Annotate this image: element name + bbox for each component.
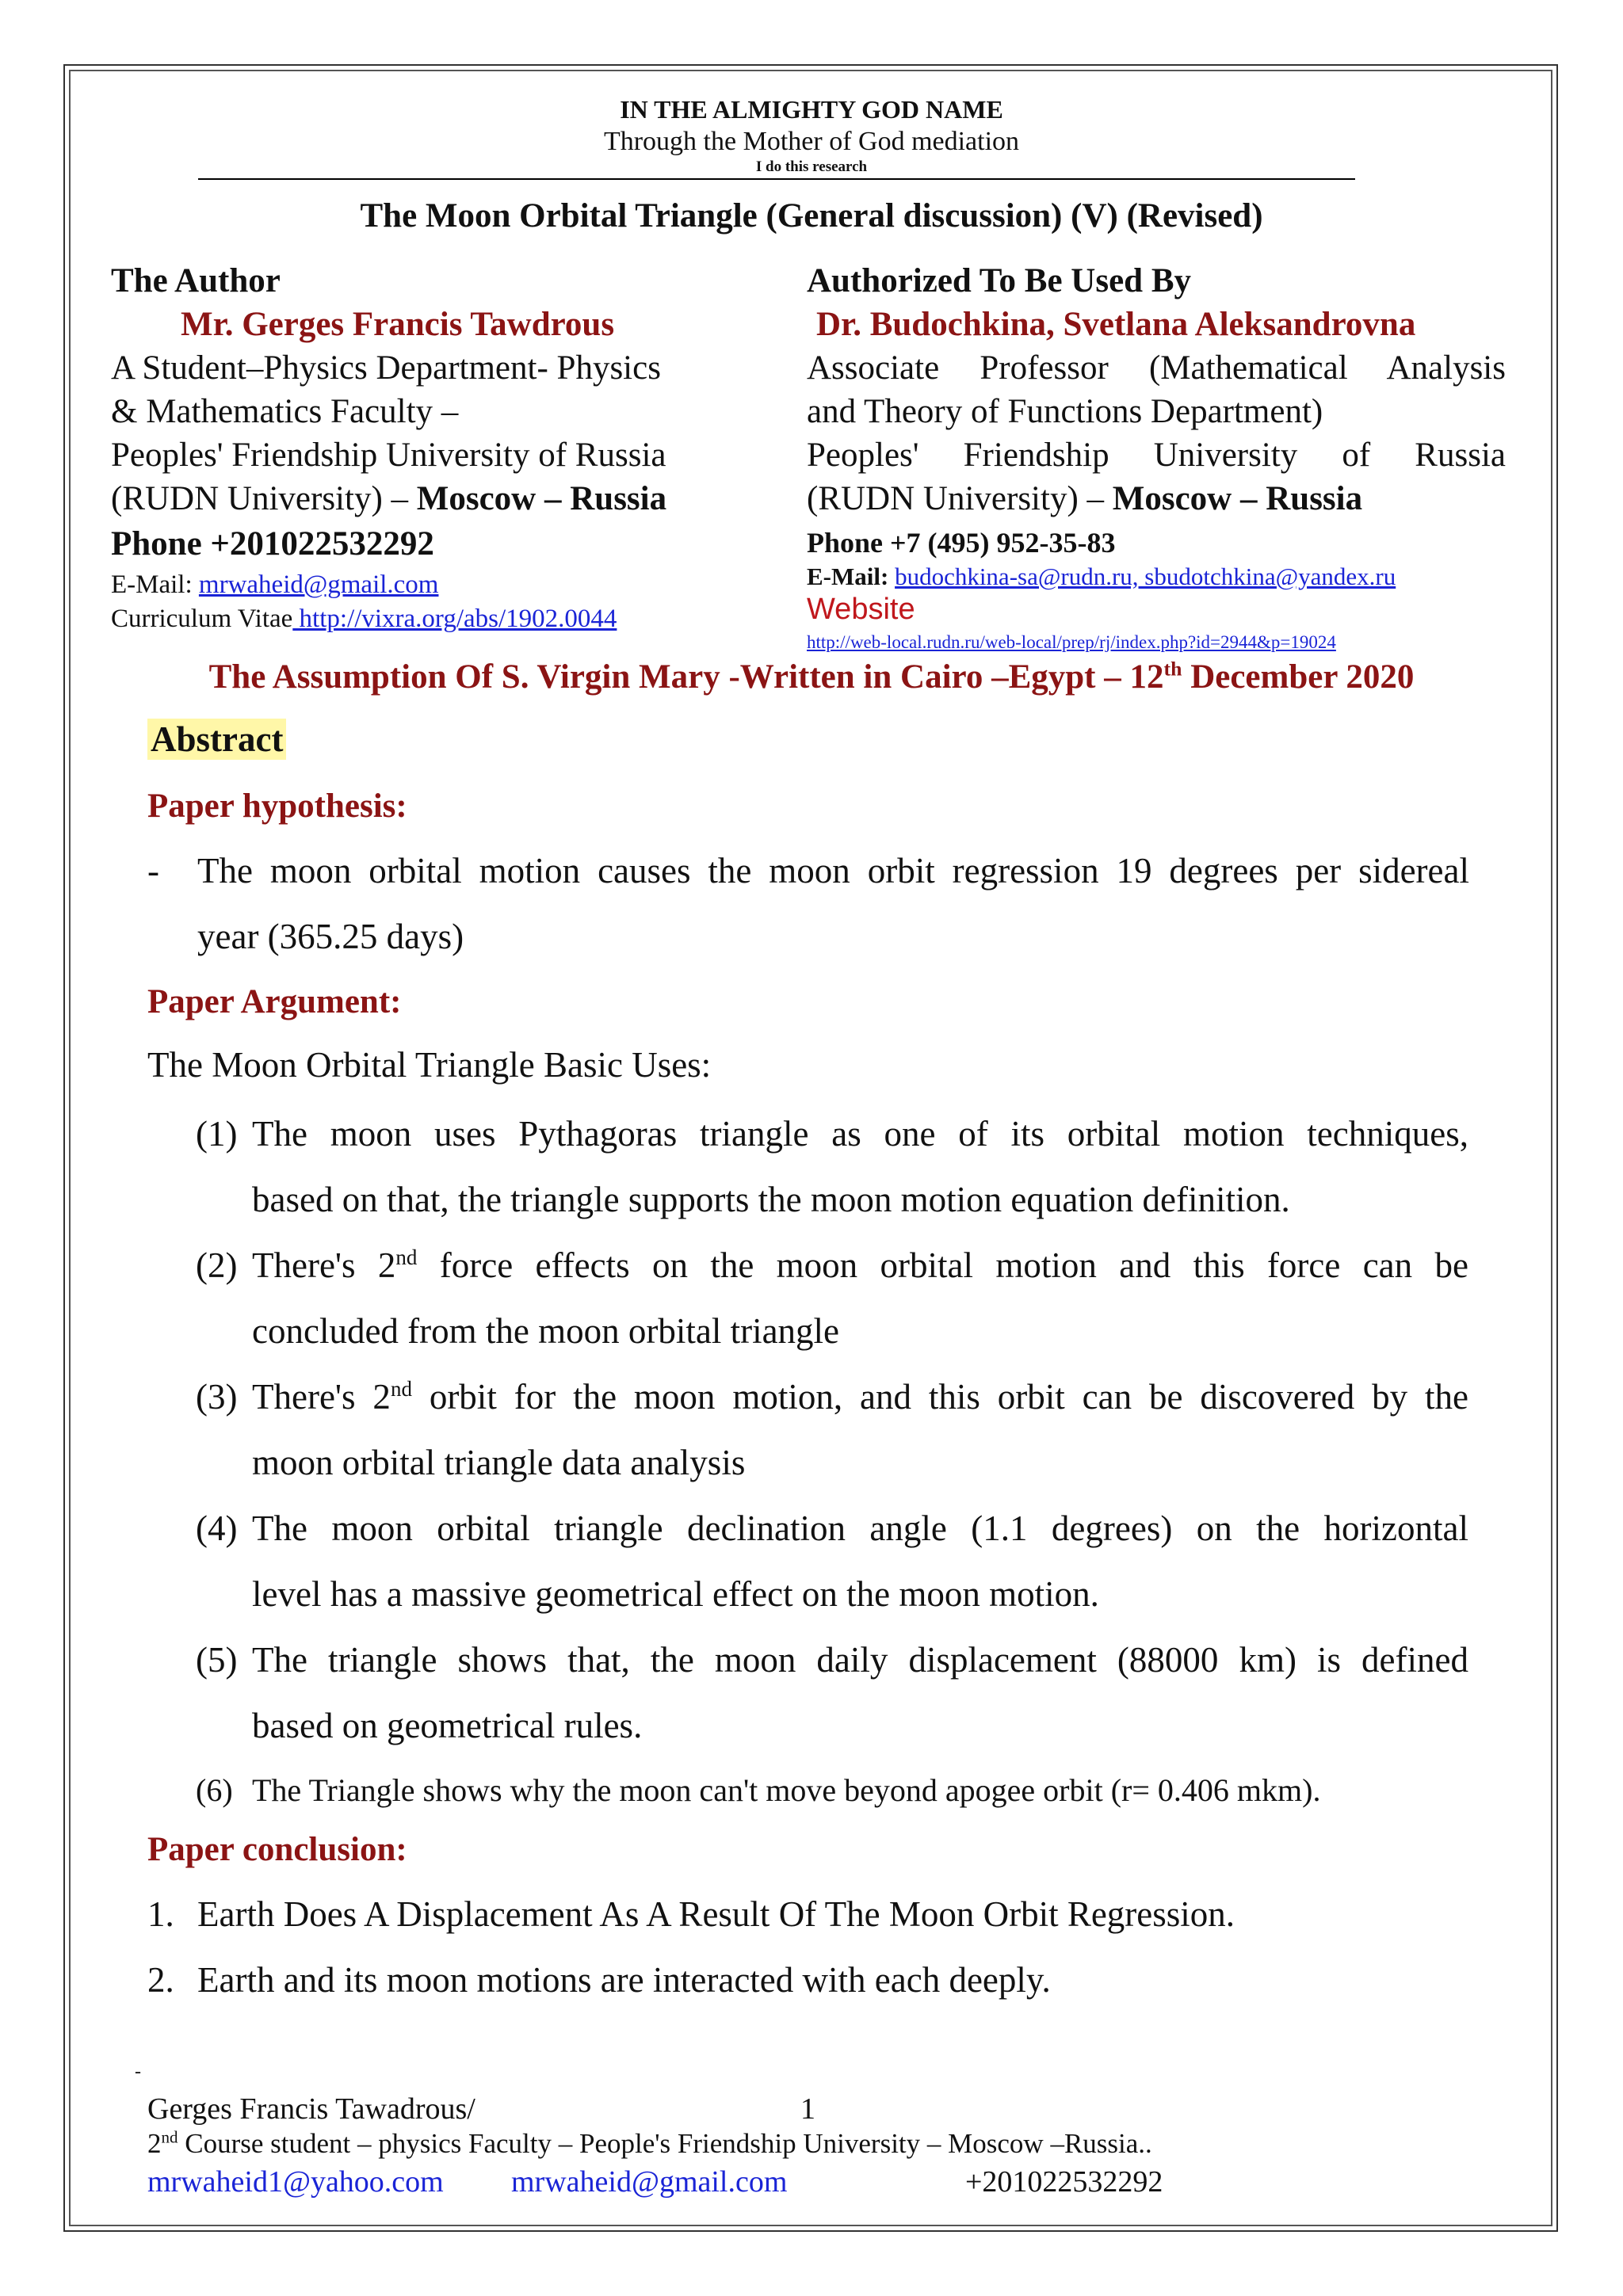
list-item-number: (6) — [196, 1772, 233, 1808]
header-invocation: IN THE ALMIGHTY GOD NAME — [620, 95, 1003, 124]
list-item-line: The Triangle shows why the moon can't move beyond apogee orbit (r= 0.406 mkm). — [252, 1772, 1321, 1808]
footer-course-line: 2nd Course student – physics Faculty – People's Friendship University – Moscow –Russia.. — [147, 2127, 1152, 2159]
footer-phone: +201022532292 — [965, 2165, 1163, 2199]
author-affiliation-line2: & Mathematics Faculty – — [111, 393, 459, 430]
hypothesis-heading: Paper hypothesis: — [147, 788, 407, 825]
hypothesis-line2: year (365.25 days) — [197, 917, 464, 956]
authorized-website-link[interactable]: http://web-local.rudn.ru/web-local/prep/rj/index.php?id=2944&p=19024 — [807, 632, 1336, 652]
page-title: The Moon Orbital Triangle (General discussion) (V) (Revised) — [360, 197, 1263, 235]
list-item-number: (5) — [196, 1640, 238, 1680]
list-item-line: based on that, the triangle supports the moon motion equation definition. — [252, 1180, 1290, 1219]
list-item-number: (4) — [196, 1508, 238, 1548]
authorized-affiliation-line3: Peoples' Friendship University of Russia — [807, 437, 1506, 474]
author-phone: Phone +201022532292 — [111, 525, 434, 563]
authorized-website-label: Website — [807, 593, 915, 626]
author-cv-line: Curriculum Vitae http://vixra.org/abs/1902.0044 — [111, 605, 617, 633]
author-email-link[interactable]: mrwaheid@gmail.com — [198, 570, 439, 599]
conclusion-text: Earth Does A Displacement As A Result Of The Moon Orbit Regression. — [197, 1894, 1235, 1934]
author-cv-link[interactable]: http://vixra.org/abs/1902.0044 — [292, 605, 617, 633]
author-email-line: E-Mail: mrwaheid@gmail.com — [111, 570, 439, 599]
list-item-line: The moon orbital triangle declination angle (1.1 degrees) on the horizontal — [252, 1508, 1468, 1548]
conclusion-text: Earth and its moon motions are interacted with each deeply. — [197, 1960, 1051, 2000]
conclusion-number: 1. — [147, 1894, 174, 1934]
list-item-line: concluded from the moon orbital triangle — [252, 1311, 840, 1351]
footer-email-1[interactable]: mrwaheid1@yahoo.com — [147, 2165, 444, 2199]
authorized-affiliation-line1: Associate Professor (Mathematical Analysis — [807, 349, 1506, 387]
list-item-number: (3) — [196, 1377, 238, 1417]
page-number: 1 — [800, 2092, 815, 2126]
footer-author-line: Gerges Francis Tawadrous/ — [147, 2092, 475, 2126]
argument-heading: Paper Argument: — [147, 983, 402, 1020]
header-mediation: Through the Mother of God mediation — [603, 127, 1020, 156]
author-affiliation-line1: A Student–Physics Department- Physics — [111, 349, 661, 387]
authorized-phone: Phone +7 (495) 952-35-83 — [807, 527, 1116, 559]
list-item-line: There's 2nd force effects on the moon orbital motion and this force can be — [252, 1245, 1468, 1285]
authorized-email-line: E-Mail: budochkina-sa@rudn.ru, sbudotchkina@yandex.ru — [807, 563, 1396, 590]
dateline: The Assumption Of S. Virgin Mary -Written in Cairo –Egypt – 12th December 2020 — [208, 657, 1415, 696]
list-item-line: There's 2nd orbit for the moon motion, and this orbit can be discovered by the — [252, 1377, 1468, 1417]
list-item-line: The triangle shows that, the moon daily displacement (88000 km) is defined — [252, 1640, 1468, 1680]
list-item-line: The moon uses Pythagoras triangle as one of its orbital motion techniques, — [252, 1114, 1468, 1154]
argument-intro: The Moon Orbital Triangle Basic Uses: — [147, 1045, 712, 1085]
header-research-note: I do this research — [755, 158, 868, 175]
authorized-heading: Authorized To Be Used By — [807, 262, 1192, 299]
authorized-email-link[interactable]: budochkina-sa@rudn.ru, sbudotchkina@yandex.ru — [895, 563, 1396, 590]
list-item-number: (2) — [196, 1245, 238, 1285]
author-affiliation-line4: (RUDN University) – Moscow – Russia — [111, 480, 667, 517]
authorized-affiliation-line2: and Theory of Functions Department) — [807, 393, 1323, 430]
conclusion-heading: Paper conclusion: — [147, 1831, 407, 1868]
list-item-number: (1) — [196, 1114, 238, 1154]
hypothesis-dash: - — [147, 851, 159, 891]
list-item-line: based on geometrical rules. — [252, 1706, 643, 1745]
authorized-affiliation-line4: (RUDN University) – Moscow – Russia — [807, 480, 1363, 517]
abstract-heading: Abstract — [147, 719, 286, 760]
authorized-name: Dr. Budochkina, Svetlana Aleksandrovna — [816, 306, 1416, 343]
footer-dash: - — [135, 2061, 141, 2082]
author-heading: The Author — [111, 262, 281, 299]
list-item-line: level has a massive geometrical effect on the moon motion. — [252, 1574, 1099, 1614]
footer-email-2[interactable]: mrwaheid@gmail.com — [511, 2165, 788, 2199]
hypothesis-line1: The moon orbital motion causes the moon orbit regression 19 degrees per sidereal — [197, 851, 1469, 891]
list-item-line: moon orbital triangle data analysis — [252, 1443, 746, 1482]
conclusion-number: 2. — [147, 1960, 174, 2000]
author-affiliation-line3: Peoples' Friendship University of Russia — [111, 437, 666, 474]
header-rule — [198, 178, 1355, 180]
author-name: Mr. Gerges Francis Tawdrous — [181, 306, 615, 343]
